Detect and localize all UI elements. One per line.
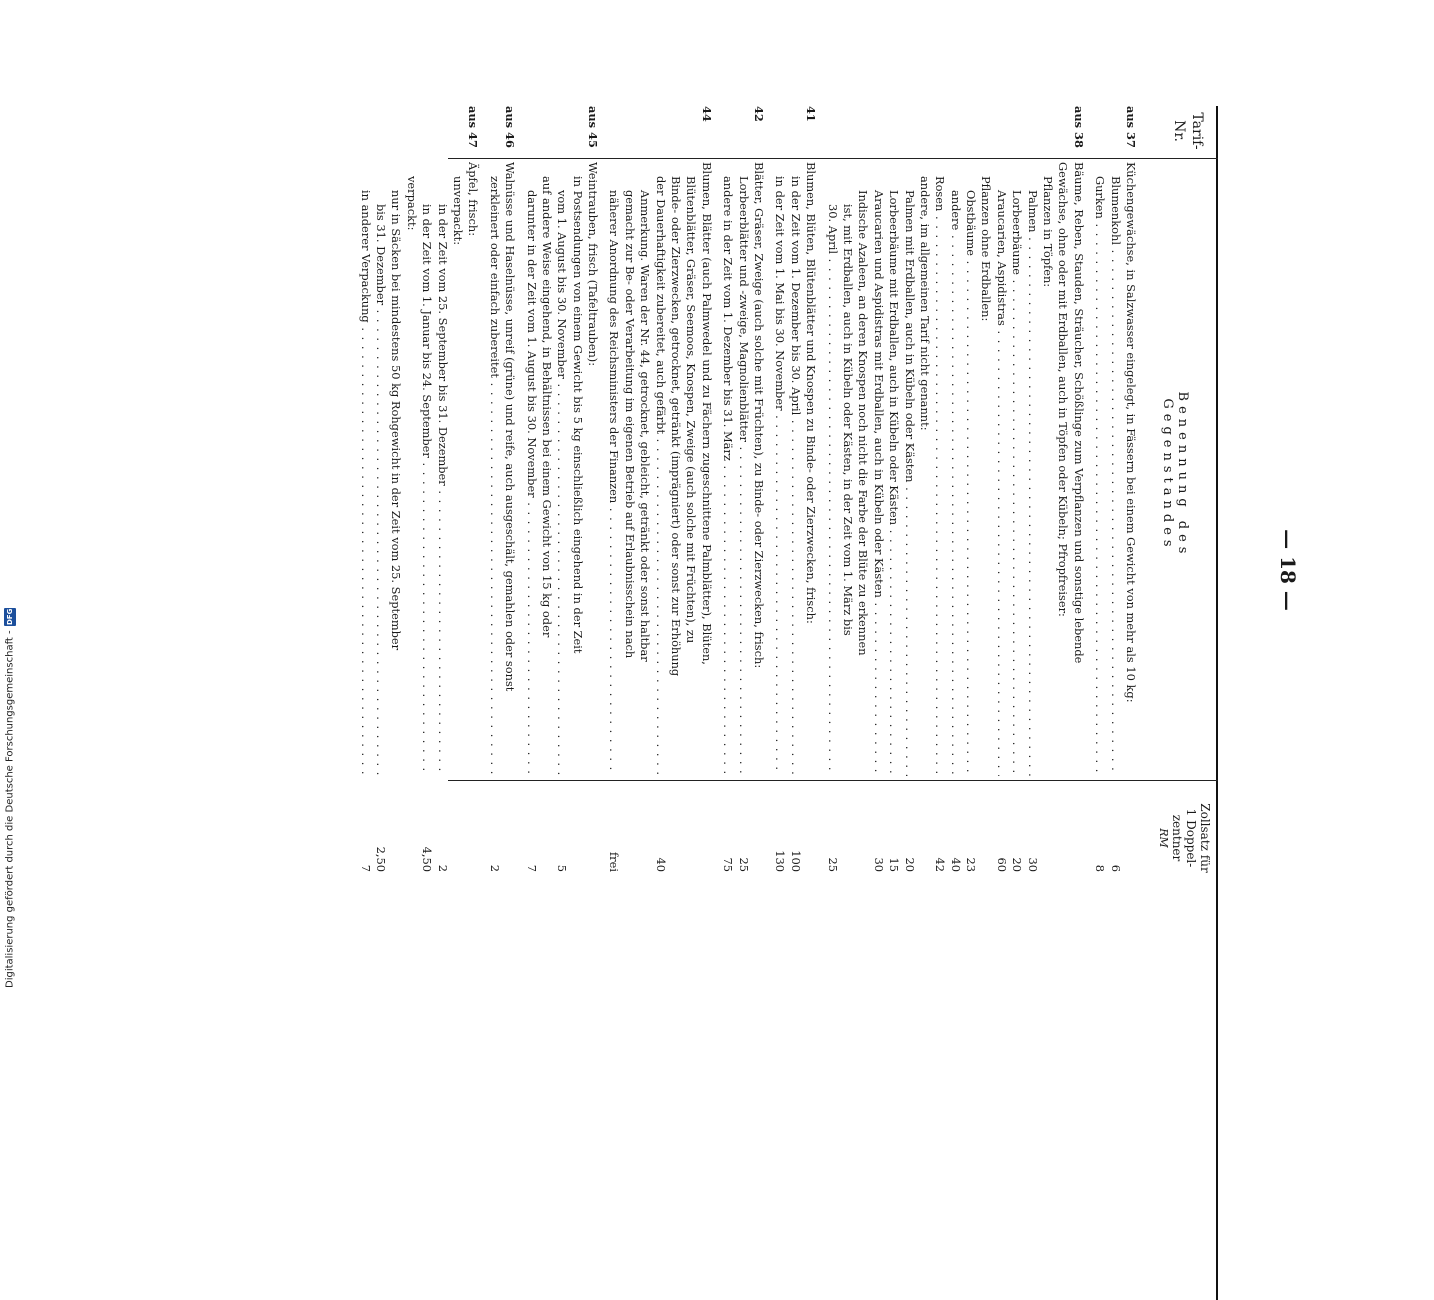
table-row	[978, 100, 993, 900]
item-description: Palmen mit Erdballen, auch in Kübeln oder Kästen . . .	[901, 162, 916, 776]
table-row	[357, 100, 372, 900]
table-row	[1055, 100, 1070, 900]
duty-rate: 40	[948, 857, 963, 872]
table-row	[803, 100, 818, 900]
zollsatz-header-line1: Zollsatz für	[1198, 803, 1212, 873]
tarif-header-line1: Tarif-	[1189, 112, 1205, 150]
scanned-page	[110, 100, 1310, 990]
item-description: Lorbeerblätter und -zweige, Magnolienblätter . . .	[735, 162, 750, 776]
tarif-number: aus 38	[1071, 106, 1086, 148]
duty-rate: 2,50	[374, 846, 389, 872]
item-description: Äpfel, frisch:	[466, 162, 481, 237]
table-row	[855, 100, 870, 900]
tarif-header-line2: Nr.	[1171, 120, 1187, 142]
item-description: Blütenblätter, Gräser, Seemoos, Knospen, Zweige (auch solche mit Früchten), zu	[684, 176, 699, 644]
table-row	[1107, 100, 1122, 900]
table-row	[840, 100, 855, 900]
duty-rate: 4,50	[420, 846, 435, 872]
item-description: Araucarien, Aspidistras . . .	[993, 162, 1008, 776]
item-description: Blumen, Blüten, Blütenblätter und Knospen zu Binde- oder Zierzwecken, frisch:	[804, 162, 819, 624]
tarif-number: 44	[699, 106, 714, 122]
duty-rate: 8	[1093, 864, 1108, 872]
tarif-number: 41	[804, 106, 819, 122]
header-rule	[1216, 106, 1218, 1300]
duty-rate: 42	[933, 857, 948, 872]
item-description: Gewächse, ohne oder mit Erdballen, auch in Töpfen oder Kübeln; Pfropfreiser:	[1056, 162, 1071, 617]
duty-rate: 6	[1108, 864, 1123, 872]
table-row	[373, 100, 388, 900]
item-description: gemacht zur Be- oder Verarbeitung im eigenen Betrieb auf Erlaubnisschein nach	[622, 190, 637, 659]
table-row	[465, 100, 480, 900]
item-description: andere . . .	[947, 162, 962, 776]
table-row	[824, 100, 839, 900]
duty-rate: 7	[524, 864, 539, 872]
item-description: in anderer Verpackung . . .	[357, 162, 372, 776]
item-description: in der Zeit vom 25. September bis 31. Dezember . . .	[434, 162, 449, 776]
tariff-table-body	[357, 100, 1138, 900]
table-row	[963, 100, 978, 900]
item-description: Walnüsse und Haselnüsse, unreif (grüne) und reife, auch ausgeschält, gemahlen oder sonst	[503, 162, 518, 692]
credit-text: Digitalisierung gefördert durch die Deutsche Forschungsgemeinschaft -	[4, 630, 16, 988]
item-description: in der Zeit vom 1. Mai bis 30. November . . .	[772, 162, 787, 776]
duty-rate: 30	[871, 857, 886, 872]
table-row	[947, 100, 962, 900]
item-description: darunter in der Zeit vom 1. August bis 30. November . . .	[523, 162, 538, 776]
item-description: Blumen, Blätter (auch Palmwedel und zu Fächern zugeschnittene Palmblätter), Blüten,	[699, 162, 714, 665]
item-description: Indische Azaleen, an deren Knospen noch nicht die Farbe der Blüte zu erkennen	[856, 190, 871, 656]
item-description: Pflanzen ohne Erdballen:	[979, 176, 994, 322]
zollsatz-header-line2: 1 Doppel-	[1184, 808, 1198, 868]
item-description: Blumenkohl . . .	[1107, 162, 1122, 776]
duty-rate: 130	[773, 850, 788, 872]
tarif-number: aus 46	[503, 106, 518, 148]
duty-rate: 20	[902, 857, 917, 872]
item-description: Pflanzen in Töpfen:	[1041, 176, 1056, 288]
table-row	[652, 100, 667, 900]
duty-rate: 7	[358, 864, 373, 872]
item-description: in der Zeit vom 1. Januar bis 24. September . . .	[419, 162, 434, 776]
table-row	[637, 100, 652, 900]
duty-rate: 5	[555, 864, 570, 872]
table-row	[502, 100, 517, 900]
duty-rate: 15	[887, 857, 902, 872]
zollsatz-unit: RM	[1157, 828, 1170, 848]
duty-rate: 100	[788, 850, 803, 872]
item-description: näherer Anordnung des Reichsministers der Finanzen . . .	[606, 162, 621, 776]
item-description: Blätter, Gräser, Zweige (auch solche mit Früchten), zu Binde- oder Zierzwecken, frisch:	[752, 162, 767, 669]
item-description: andere, im allgemeinen Tarif nicht genannt:	[917, 176, 932, 431]
item-description: Gurken . . .	[1092, 162, 1107, 776]
table-row	[486, 100, 501, 900]
item-description: zerkleinert oder einfach zubereitet . . .	[486, 162, 501, 776]
table-row	[735, 100, 750, 900]
duty-rate: 60	[994, 857, 1009, 872]
item-description: Anmerkung. Waren der Nr. 44, getrocknet, gebleicht, getränkt oder sonst haltbar	[638, 190, 653, 662]
tarif-number: 42	[752, 106, 767, 122]
table-row	[668, 100, 683, 900]
table-row	[932, 100, 947, 900]
tarif-number: aus 45	[586, 106, 601, 148]
item-description: unverpackt:	[450, 176, 465, 246]
table-row	[1024, 100, 1039, 900]
item-description: 30. April . . .	[824, 162, 839, 776]
item-description: Binde- oder Zierzwecken, getrocknet, getränkt (imprägniert) oder sonst zur Erhöhung	[669, 176, 684, 677]
zollsatz-header-line3: zentner	[1170, 814, 1184, 862]
table-row	[870, 100, 885, 900]
item-description: in der Zeit vom 1. Dezember bis 30. April . . .	[787, 162, 802, 776]
table-row	[901, 100, 916, 900]
table-row	[886, 100, 901, 900]
table-row	[554, 100, 569, 900]
table-row	[606, 100, 621, 900]
table-row	[720, 100, 735, 900]
table-row	[1070, 100, 1085, 900]
duty-rate: 20	[1010, 857, 1025, 872]
table-row	[1092, 100, 1107, 900]
table-row	[1009, 100, 1024, 900]
item-description: auf andere Weise eingehend, in Behältnissen bei einem Gewicht von 15 kg oder	[539, 176, 554, 638]
table-row	[388, 100, 403, 900]
duty-rate: 25	[736, 857, 751, 872]
table-row	[450, 100, 465, 900]
table-row	[772, 100, 787, 900]
duty-rate: 30	[1025, 857, 1040, 872]
table-row	[787, 100, 802, 900]
item-description: Araucarien und Aspidistras mit Erdballen, auch in Kübeln oder Kästen . . .	[870, 162, 885, 776]
dfg-logo: DFG	[6, 609, 14, 626]
item-description: in Postsendungen von einem Gewicht bis 5 kg einschließlich eingehend in der Zeit	[570, 176, 585, 654]
table-row	[698, 100, 713, 900]
item-description: bis 31. Dezember . . .	[373, 162, 388, 776]
benennung-header: Benennung des Gegenstandes	[1160, 391, 1190, 559]
duty-rate: 25	[825, 857, 840, 872]
item-description: nur in Säcken bei mindestens 50 kg Rohgewicht in der Zeit vom 25. September	[389, 190, 404, 651]
item-description: verpackt:	[404, 176, 419, 231]
tarif-header	[1170, 108, 1206, 154]
table-row	[683, 100, 698, 900]
item-description: Lorbeerbäume mit Erdballen, auch in Kübeln oder Kästen . . .	[886, 162, 901, 776]
duty-rate: 2	[487, 864, 502, 872]
tarif-number: aus 37	[1124, 106, 1138, 148]
table-row	[1123, 100, 1138, 900]
duty-rate: 23	[964, 857, 979, 872]
table-row	[622, 100, 637, 900]
table-row	[434, 100, 449, 900]
item-description: andere in der Zeit vom 1. Dezember bis 31. März . . .	[720, 162, 735, 776]
duty-rate: 40	[653, 857, 668, 872]
item-description: Rosen . . .	[932, 162, 947, 776]
item-description: Weintrauben, frisch (Tafeltrauben):	[586, 162, 601, 367]
table-row	[751, 100, 766, 900]
table-row	[1040, 100, 1055, 900]
duty-rate: 75	[721, 857, 736, 872]
table-row	[917, 100, 932, 900]
item-description: ist, mit Erdballen, auch in Kübeln oder Kästen, in der Zeit vom 1. März bis	[840, 204, 855, 636]
table-row	[403, 100, 418, 900]
item-description: Obstbäume . . .	[963, 162, 978, 776]
item-description: Bäume, Reben, Stauden, Sträucher, Schößlinge zum Verpflanzen und sonstige lebende	[1071, 162, 1086, 664]
item-description: Palmen . . .	[1024, 162, 1039, 776]
tarif-number: aus 47	[466, 106, 481, 148]
table-row	[585, 100, 600, 900]
table-row	[993, 100, 1008, 900]
page-number: — 18 —	[1276, 529, 1300, 611]
item-description: der Dauerhaftigkeit zubereitet, auch gefärbt . . .	[652, 162, 667, 776]
table-row	[539, 100, 554, 900]
table-row	[523, 100, 538, 900]
digitization-credit	[2, 608, 18, 988]
item-description: Lorbeerbäume . . .	[1009, 162, 1024, 776]
zollsatz-header	[1156, 790, 1212, 886]
table-row	[569, 100, 584, 900]
table-row	[419, 100, 434, 900]
duty-rate: 2	[435, 864, 450, 872]
item-description: vom 1. August bis 30. November . . .	[554, 162, 569, 776]
item-description: Küchengewächse, in Salzwasser eingelegt, in Fässern bei einem Gewicht von mehr als 10 kg:	[1124, 162, 1138, 703]
duty-rate: frei	[607, 851, 622, 872]
